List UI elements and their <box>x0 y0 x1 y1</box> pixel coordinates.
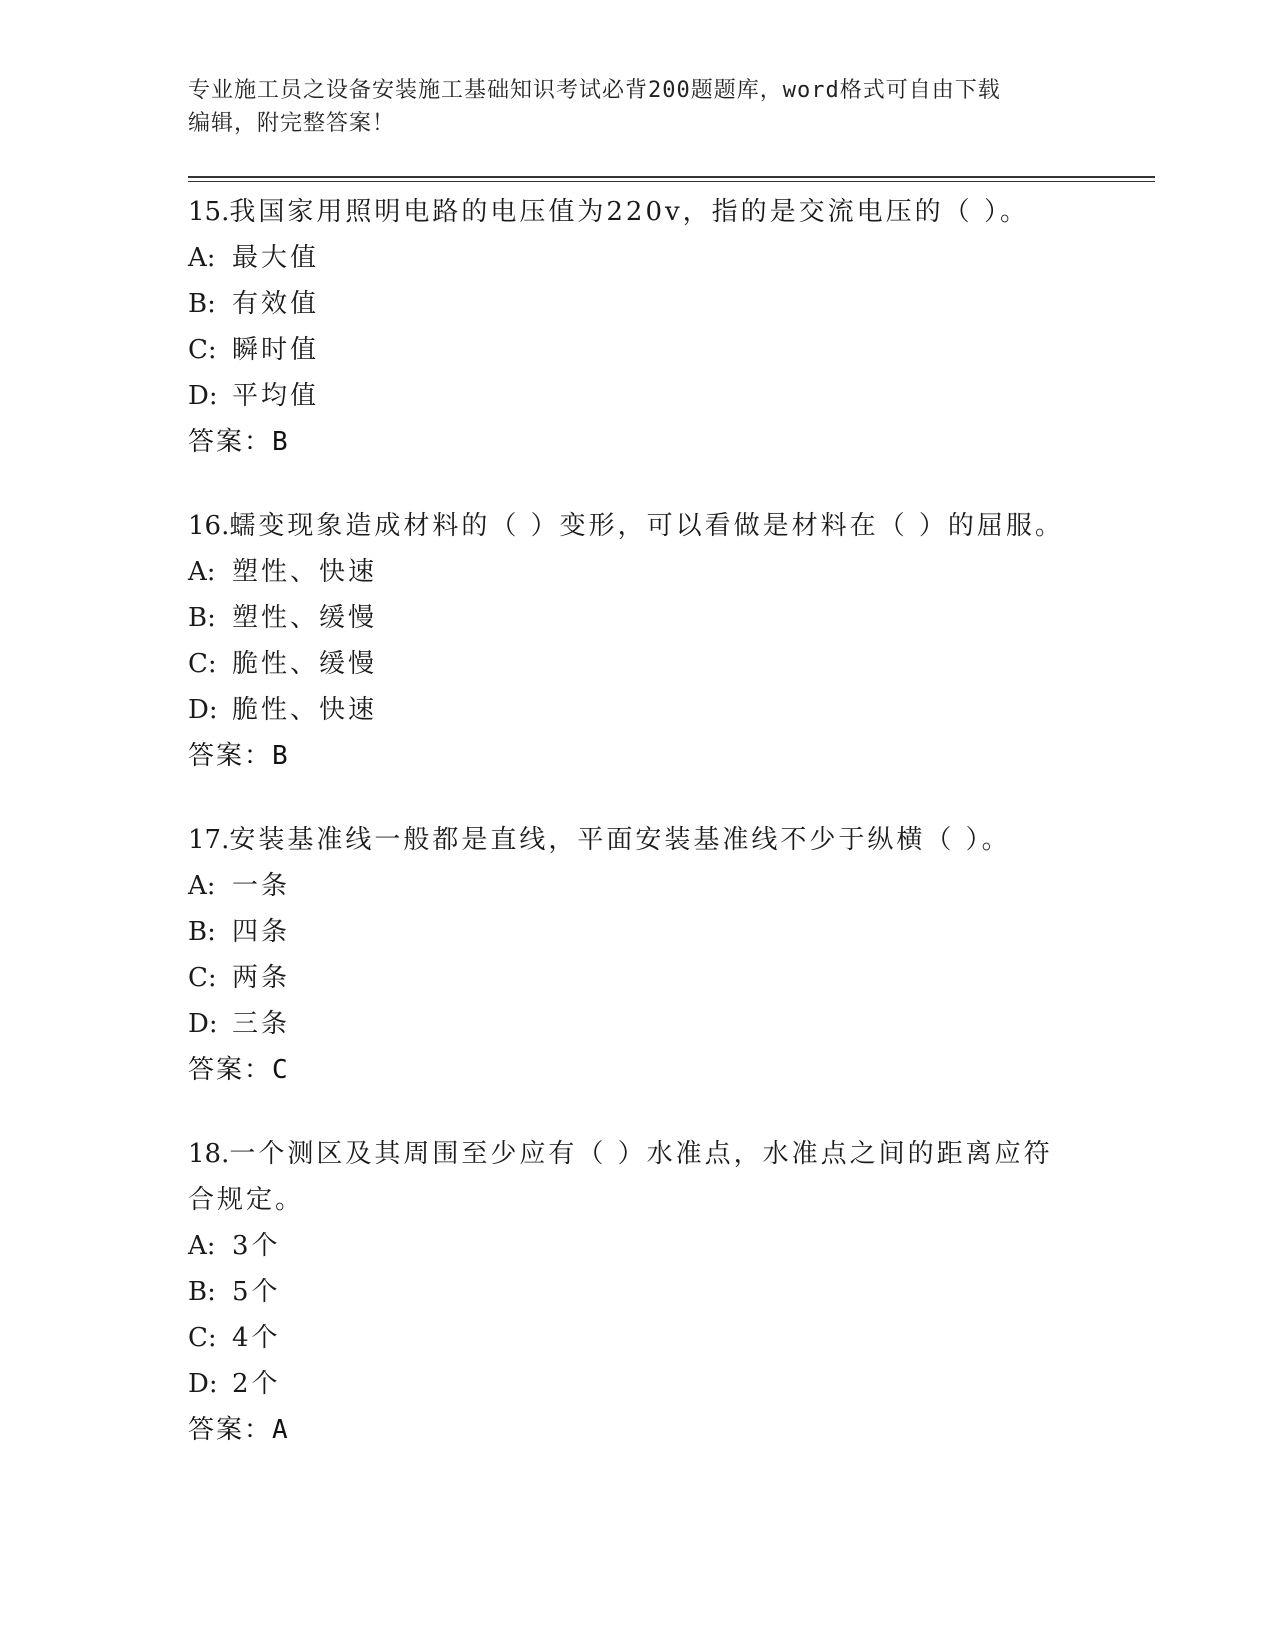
option-text: 塑性、快速 <box>232 557 378 587</box>
answer-line <box>188 1407 1088 1453</box>
option-key: C: <box>188 649 217 679</box>
question-number: 15. <box>188 197 230 227</box>
option-b <box>188 1269 1088 1315</box>
option-text: 平均值 <box>232 381 320 411</box>
question-stem-line: 合规定。 <box>188 1185 305 1215</box>
option-key: C: <box>188 1323 217 1353</box>
option-text: 最大值 <box>232 243 320 273</box>
option-key: D: <box>188 1369 218 1399</box>
question-stem-line <box>188 817 1088 863</box>
option-text: 2个 <box>232 1369 281 1399</box>
answer-label: 答案： <box>188 741 273 771</box>
answer-value: B <box>272 427 288 457</box>
question-stem-line <box>188 1131 1088 1177</box>
option-d <box>188 687 1088 733</box>
question-text: 我国家用照明电路的电压值为220v，指的是交流电压的（ ）。 <box>229 197 1029 227</box>
answer-label: 答案： <box>188 427 273 457</box>
option-c <box>188 641 1088 687</box>
option-key: B: <box>188 603 216 633</box>
question-list <box>188 189 1088 1491</box>
option-key: C: <box>188 335 217 365</box>
option-text: 4个 <box>232 1323 281 1353</box>
option-key: A: <box>188 1231 216 1261</box>
option-key: C: <box>188 963 217 993</box>
option-key: D: <box>188 1009 218 1039</box>
option-a <box>188 549 1088 595</box>
question-number: 18. <box>188 1139 230 1169</box>
option-text: 四条 <box>232 917 291 947</box>
answer-value: A <box>272 1415 288 1445</box>
option-key: A: <box>188 243 216 273</box>
question-text: 安装基准线一般都是直线，平面安装基准线不少于纵横（ ）。 <box>229 825 1011 855</box>
question-number: 16. <box>188 511 230 541</box>
option-text: 塑性、缓慢 <box>232 603 378 633</box>
option-text: 三条 <box>232 1009 291 1039</box>
document-header <box>188 74 1068 140</box>
option-text: 瞬时值 <box>232 335 320 365</box>
answer-value: C <box>272 1055 288 1085</box>
option-key: D: <box>188 695 218 725</box>
option-a <box>188 1223 1088 1269</box>
option-key: B: <box>188 1277 216 1307</box>
question-text: 蠕变现象造成材料的（ ）变形，可以看做是材料在（ ）的屈服。 <box>229 511 1064 541</box>
option-key: B: <box>188 289 216 319</box>
option-b <box>188 281 1088 327</box>
option-c <box>188 955 1088 1001</box>
option-text: 有效值 <box>232 289 320 319</box>
answer-label: 答案： <box>188 1055 273 1085</box>
header-divider-thin <box>188 181 1155 182</box>
question-stem <box>188 189 1088 235</box>
question-stem-line <box>188 189 1088 235</box>
answer-label: 答案： <box>188 1415 273 1445</box>
question-stem-line <box>188 503 1088 549</box>
question-stem <box>188 503 1088 549</box>
option-a <box>188 863 1088 909</box>
answer-line <box>188 1047 1088 1093</box>
option-key: A: <box>188 871 216 901</box>
option-c <box>188 327 1088 373</box>
option-d <box>188 1361 1088 1407</box>
header-title-line-2: 编辑，附完整答案！ <box>188 111 396 136</box>
option-d <box>188 1001 1088 1047</box>
header-title-line-1: 专业施工员之设备安装施工基础知识考试必背200题题库，word格式可自由下载 <box>188 78 1001 103</box>
option-text: 3个 <box>232 1231 281 1261</box>
option-key: B: <box>188 917 216 947</box>
option-text: 两条 <box>232 963 291 993</box>
option-c <box>188 1315 1088 1361</box>
question-stem <box>188 1131 1088 1223</box>
option-a <box>188 235 1088 281</box>
option-key: A: <box>188 557 216 587</box>
answer-line <box>188 733 1088 779</box>
answer-line <box>188 419 1088 465</box>
option-b <box>188 909 1088 955</box>
option-text: 脆性、缓慢 <box>232 649 378 679</box>
option-d <box>188 373 1088 419</box>
question-18 <box>188 1131 1088 1453</box>
question-15 <box>188 189 1088 465</box>
question-text: 一个测区及其周围至少应有（ ）水准点，水准点之间的距离应符 <box>229 1139 1053 1169</box>
question-stem <box>188 817 1088 863</box>
option-b <box>188 595 1088 641</box>
answer-value: B <box>272 741 288 771</box>
question-number: 17. <box>188 825 230 855</box>
option-text: 脆性、快速 <box>232 695 378 725</box>
question-17 <box>188 817 1088 1093</box>
option-text: 5个 <box>232 1277 281 1307</box>
option-key: D: <box>188 381 218 411</box>
question-16 <box>188 503 1088 779</box>
option-text: 一条 <box>232 871 291 901</box>
header-divider-thick <box>188 176 1155 178</box>
